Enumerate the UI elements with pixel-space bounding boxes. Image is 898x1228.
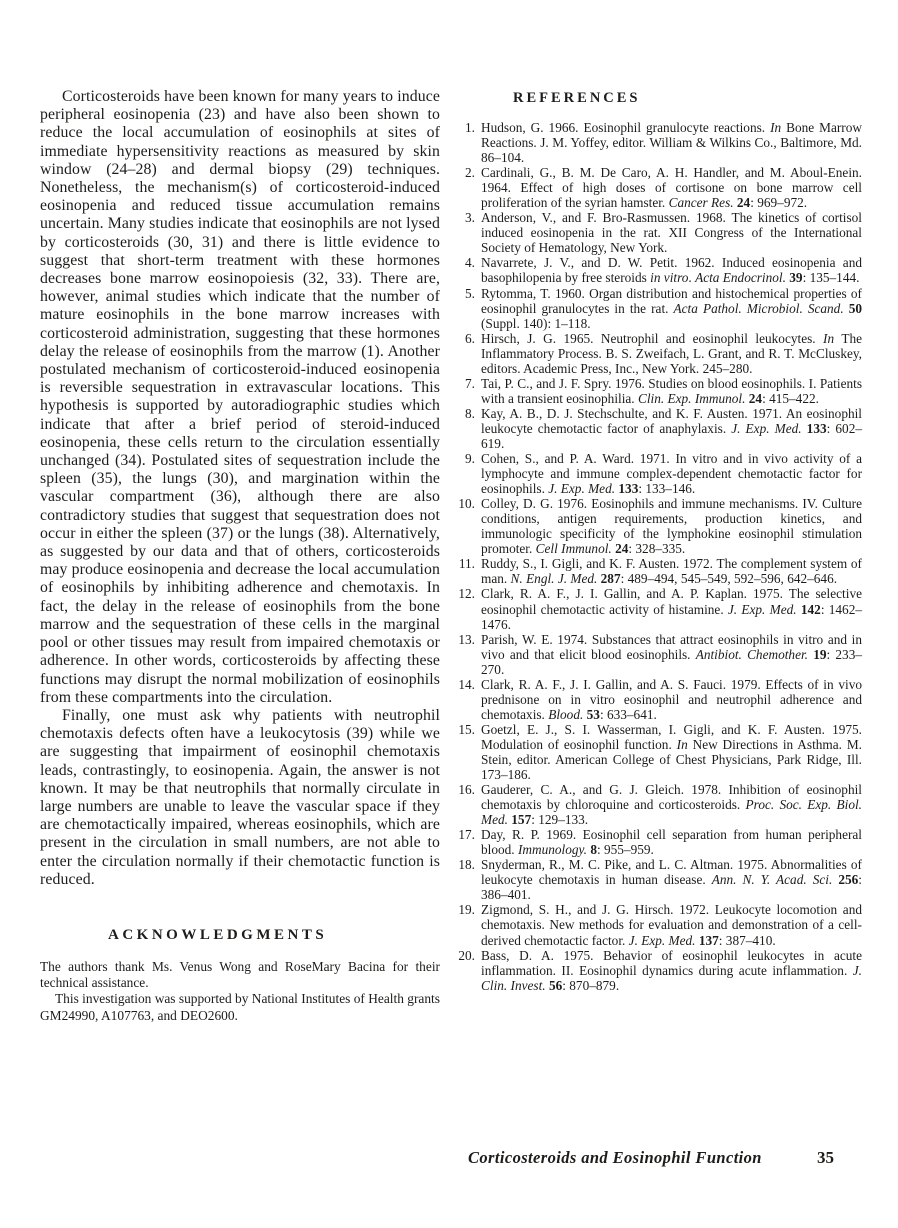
reference-text: Ruddy, S., I. Gigli, and K. F. Austen. 1972. The complement system of man. N. Engl. J. Med. 287: 489–494, 545–549, 592–596, 642–646. bbox=[481, 556, 862, 587]
reference-item bbox=[458, 632, 862, 677]
reference-text: Tai, P. C., and J. F. Spry. 1976. Studies on blood eosinophils. I. Patients with a transient eosinophilia. Clin. Exp. Immunol. 24: 415–422. bbox=[481, 375, 862, 406]
reference-item bbox=[458, 677, 862, 722]
reference-number: 19. bbox=[458, 902, 475, 918]
reference-number: 16. bbox=[458, 782, 475, 798]
reference-text: Cohen, S., and P. A. Ward. 1971. In vitro and in vivo activity of a lymphocyte and immune complex-dependent chemotactic factor for eosinophils. J. Exp. Med. 133: 133–146. bbox=[481, 451, 862, 497]
reference-number: 5. bbox=[465, 285, 475, 301]
reference-number: 17. bbox=[458, 827, 475, 843]
reference-text: Clark, R. A. F., J. I. Gallin, and A. S. Fauci. 1979. Effects of in vivo prednisone on in vitro eosinophil and neutrophil adherence and chemotaxis. Blood. 53: 633–641. bbox=[481, 676, 862, 722]
reference-text: Navarrete, J. V., and D. W. Petit. 1962. Induced eosinopenia and basophilopenia by free steroids in vitro. Acta Endocrinol. 39: 135–144. bbox=[481, 255, 862, 286]
reference-item bbox=[458, 165, 862, 210]
references-heading: REFERENCES bbox=[513, 90, 641, 106]
reference-item bbox=[458, 376, 862, 406]
reference-number: 2. bbox=[465, 165, 475, 181]
left-column bbox=[40, 88, 440, 1024]
acknowledgments-paragraph-1: The authors thank Ms. Venus Wong and RoseMary Bacina for their technical assistance. bbox=[40, 958, 440, 991]
reference-item bbox=[458, 255, 862, 285]
reference-number: 10. bbox=[458, 496, 475, 512]
reference-item bbox=[458, 586, 862, 631]
reference-item bbox=[458, 782, 862, 827]
reference-item bbox=[458, 722, 862, 782]
reference-number: 9. bbox=[465, 451, 475, 467]
reference-text: Hirsch, J. G. 1965. Neutrophil and eosinophil leukocytes. In The Inflammatory Process. B. S. Zweifach, L. Grant, and R. T. McCluskey, editors. Academic Press, Inc., New York. 245–280. bbox=[481, 330, 862, 376]
reference-text: Hudson, G. 1966. Eosinophil granulocyte reactions. In Bone Marrow Reactions. J. M. Yoffey, editor. William & Wilkins Co., Baltimore, Md. 86–104. bbox=[481, 120, 862, 166]
running-title: Corticosteroids and Eosinophil Function bbox=[468, 1148, 762, 1167]
reference-item bbox=[458, 331, 862, 376]
reference-number: 3. bbox=[465, 210, 475, 226]
reference-item bbox=[458, 210, 862, 255]
discussion-paragraph-2: Finally, one must ask why patients with neutrophil chemotaxis defects often have a leukocytosis (39) while we are suggesting that impairment of eosinophil chemotaxis leads, contrastingly, to eosinopenia. Again, the answer is not known. It may be that neutrophils that normally circulate in large numbers are unable to leave the vascular space if they are chemotactically impaired, whereas eosinophils, which are present in the circulation in small numbers, are not able to enter the circulation normally if their chemotactic function is reduced. bbox=[40, 706, 440, 888]
reference-number: 13. bbox=[458, 631, 475, 647]
reference-number: 4. bbox=[465, 255, 475, 271]
reference-item bbox=[458, 451, 862, 496]
reference-item bbox=[458, 286, 862, 331]
reference-text: Colley, D. G. 1976. Eosinophils and immune mechanisms. IV. Culture conditions, antigen requirements, production kinetics, and immunologic specificity of the lymphokine eosinophil stimulation promoter. Cell Immunol. 24: 328–335. bbox=[481, 496, 862, 557]
reference-text: Rytomma, T. 1960. Organ distribution and histochemical properties of eosinophil granulocytes in the rat. Acta Pathol. Microbiol. Scand. 50 (Suppl. 140): 1–118. bbox=[481, 285, 863, 331]
reference-item bbox=[458, 120, 862, 165]
reference-text: Gauderer, C. A., and G. J. Gleich. 1978. Inhibition of eosinophil chemotaxis by chloroquine and corticosteroids. Proc. Soc. Exp. Biol. Med. 157: 129–133. bbox=[481, 782, 862, 828]
reference-number: 18. bbox=[458, 857, 475, 873]
reference-number: 7. bbox=[465, 375, 475, 391]
reference-item bbox=[458, 902, 862, 947]
reference-number: 14. bbox=[458, 676, 475, 692]
acknowledgments-paragraph-2: This investigation was supported by National Institutes of Health grants GM24990, A107763, and DEO2600. bbox=[40, 991, 440, 1023]
reference-number: 15. bbox=[458, 721, 475, 737]
reference-text: Anderson, V., and F. Bro-Rasmussen. 1968. The kinetics of cortisol induced eosinopenia in the rat. XII Congress of the International Society of Hematology, New York. bbox=[481, 210, 862, 256]
reference-text: Snyderman, R., M. C. Pike, and L. C. Altman. 1975. Abnormalities of leukocyte chemotaxis in human disease. Ann. N. Y. Acad. Sci. 256: 386–401. bbox=[481, 857, 862, 903]
reference-text: Day, R. P. 1969. Eosinophil cell separation from human peripheral blood. Immunology. 8: 955–959. bbox=[481, 827, 862, 858]
reference-text: Kay, A. B., D. J. Stechschulte, and K. F. Austen. 1971. An eosinophil leukocyte chemotactic factor of anaphylaxis. J. Exp. Med. 133: 602–619. bbox=[481, 405, 862, 451]
reference-text: Goetzl, E. J., S. I. Wasserman, I. Gigli, and K. F. Austen. 1975. Modulation of eosinophil function. In New Directions in Asthma. M. Stein, editor. American College of Chest Physicians, Park Ridge, Ill. 173–186. bbox=[481, 721, 862, 783]
page-number: 35 bbox=[817, 1148, 834, 1167]
reference-item bbox=[458, 406, 862, 451]
reference-text: Clark, R. A. F., J. I. Gallin, and A. P. Kaplan. 1975. The selective eosinophil chemotactic activity of histamine. J. Exp. Med. 142: 1462–1476. bbox=[481, 586, 863, 632]
reference-item bbox=[458, 827, 862, 857]
page-footer bbox=[458, 1148, 862, 1168]
reference-number: 8. bbox=[465, 405, 475, 421]
reference-text: Parish, W. E. 1974. Substances that attract eosinophils in vitro and in vivo and that elicit blood eosinophils. Antibiot. Chemother. 19: 233–270. bbox=[481, 631, 862, 677]
reference-text: Cardinali, G., B. M. De Caro, A. H. Handler, and M. Aboul-Enein. 1964. Effect of high doses of cortisone on bone marrow cell proliferation of the syrian hamster. Cancer Res. 24: 969–972. bbox=[481, 165, 862, 211]
discussion-paragraph-1: Corticosteroids have been known for many years to induce peripheral eosinopenia (23) and have also been shown to reduce the local accumulation of eosinophils at sites of immediate hypersensitivity reactions as measured by skin window (24–28) and dermal biopsy (29) techniques. Nonetheless, the mechanism(s) of corticosteroid-induced eosinopenia and reduced tissue accumulation remains uncertain. Many studies indicate that eosinophils are not lysed by corticosteroids (30, 31) and there is little evidence to suggest that short-term treatment with these hormones decreases bone marrow eosinopoiesis (32, 33). There are, however, animal studies which indicate that the number of mature eosinophils in the bone marrow increases with corticosteroid administration, suggesting that these hormones delay the release of eosinophils from the marrow (1). Another postulated mechanism of corticosteroid-induced eosinopenia is reversible sequestration in extravascular locations. This hypothesis is supported by autoradiographic studies which indicate that after a brief period of steroid-induced eosinopenia, these cells return to the circulation essentially unchanged (34). Postulated sites of sequestration include the spleen (35), the lungs (30), and margination within the vascular compartment (36), although there are also contradictory studies that suggest that sequestration does not occur in either the spleen (37) or the lungs (38). Alternatively, as suggested by our data and that of others, corticosteroids may produce eosinopenia and decrease the local accumulation of eosinophils by inhibiting adherence and chemotaxis. In fact, the delay in the release of eosinophils from the bone marrow and the sequestration of these cells in the marginal pool or other tissues may result from impaired chemotaxis or adherence. In other words, corticosteroids by affecting these functions may disrupt the normal mobilization of eosinophils from these compartments into the circulation. bbox=[40, 88, 440, 706]
reference-number: 11. bbox=[458, 556, 475, 572]
reference-item bbox=[458, 556, 862, 586]
reference-item bbox=[458, 857, 862, 902]
reference-number: 6. bbox=[465, 330, 475, 346]
reference-item bbox=[458, 496, 862, 556]
right-column bbox=[458, 90, 862, 993]
reference-item bbox=[458, 948, 862, 993]
reference-number: 20. bbox=[458, 947, 475, 963]
reference-list bbox=[458, 120, 862, 993]
acknowledgments-heading: ACKNOWLEDGMENTS bbox=[108, 926, 328, 943]
reference-number: 12. bbox=[458, 586, 475, 602]
reference-text: Zigmond, S. H., and J. G. Hirsch. 1972. Leukocyte locomotion and chemotaxis. New methods for evaluation and demonstration of a cell-derived chemotactic factor. J. Exp. Med. 137: 387–410. bbox=[481, 902, 862, 948]
reference-number: 1. bbox=[465, 120, 475, 135]
reference-text: Bass, D. A. 1975. Behavior of eosinophil leukocytes in acute inflammation. II. Eosinophil dynamics during acute inflammation. J. Clin. Invest. 56: 870–879. bbox=[481, 947, 862, 993]
